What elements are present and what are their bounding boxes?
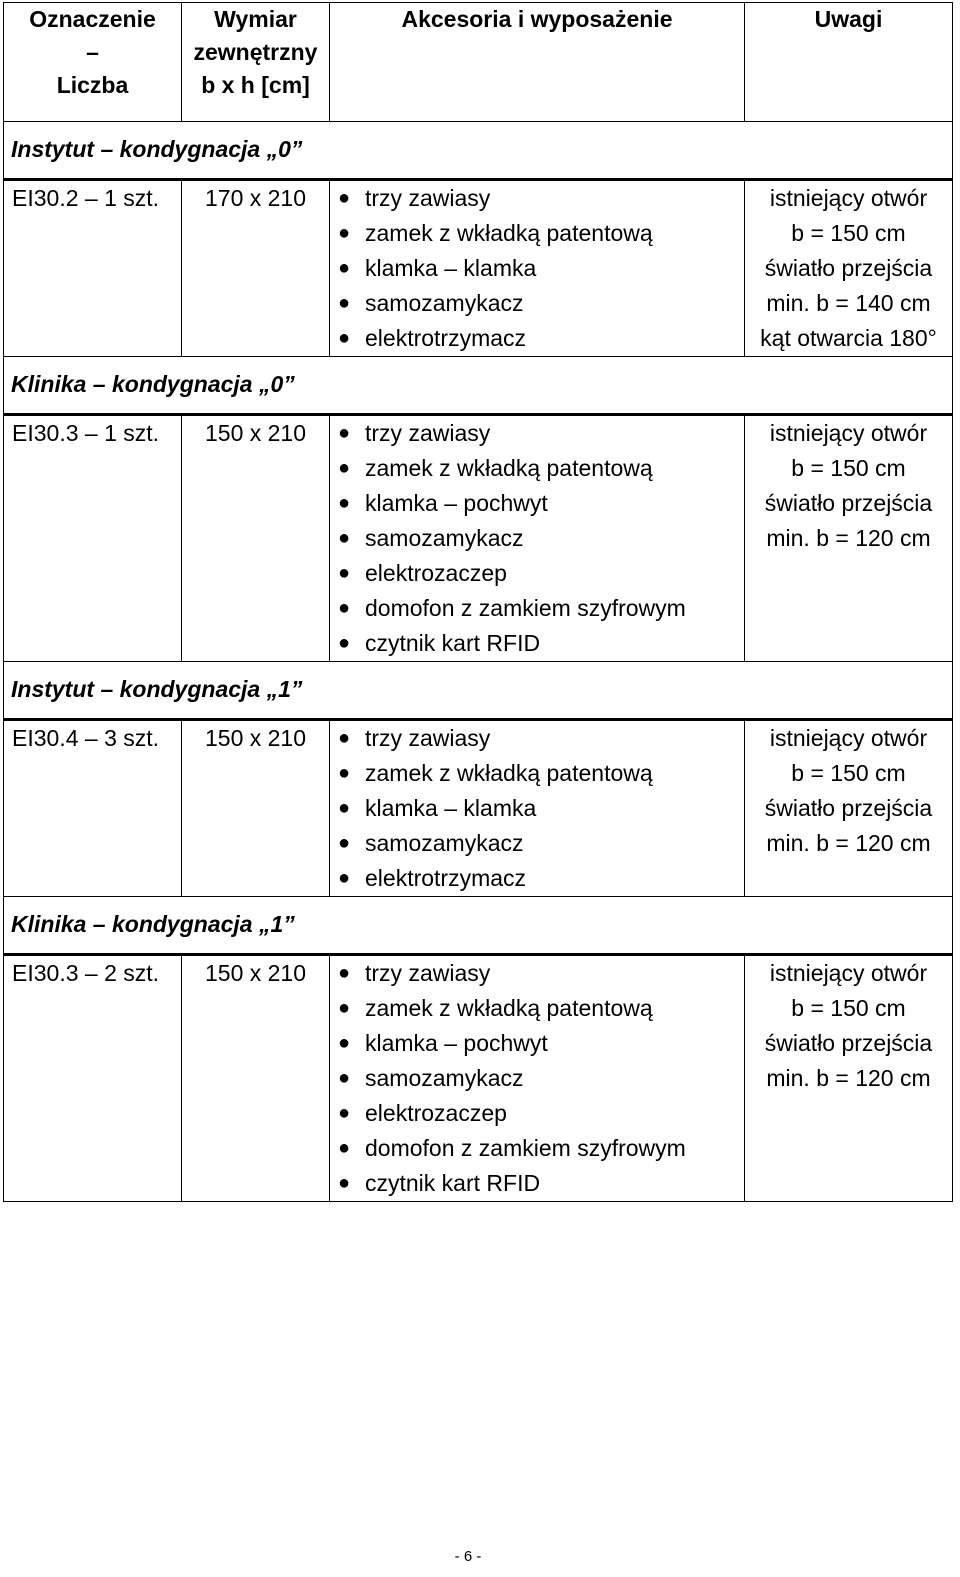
bullet-icon: ● xyxy=(338,492,351,514)
door-code: EI30.3 – 1 szt. xyxy=(4,415,182,662)
note-line: min. b = 120 cm xyxy=(766,830,931,856)
header-text: Liczba xyxy=(56,72,129,98)
list-item xyxy=(338,181,744,216)
note-line: b = 150 cm xyxy=(791,220,906,246)
notes-cell xyxy=(745,955,953,1202)
accessories-cell xyxy=(330,955,745,1202)
list-item xyxy=(338,451,744,486)
accessories-list xyxy=(330,956,744,1201)
note-line: min. b = 120 cm xyxy=(766,1065,931,1091)
bullet-icon: ● xyxy=(338,597,351,619)
header-text: zewnętrzny xyxy=(193,39,318,65)
page-number: - 6 - xyxy=(454,1548,482,1565)
bullet-icon: ● xyxy=(338,762,351,784)
note-line: światło przejścia xyxy=(764,795,933,821)
header-text: – xyxy=(86,39,99,65)
accessories-cell xyxy=(330,415,745,662)
accessory-text: klamka – klamka xyxy=(365,795,537,821)
bullet-icon: ● xyxy=(338,222,351,244)
note-line: min. b = 120 cm xyxy=(766,525,931,551)
accessory-text: trzy zawiasy xyxy=(365,185,491,211)
accessory-text: trzy zawiasy xyxy=(365,960,491,986)
note-line: światło przejścia xyxy=(764,255,933,281)
list-item xyxy=(338,791,744,826)
accessories-list xyxy=(330,721,744,896)
list-item xyxy=(338,1026,744,1061)
list-item xyxy=(338,826,744,861)
accessories-list xyxy=(330,181,744,356)
list-item xyxy=(338,626,744,661)
door-code: EI30.4 – 3 szt. xyxy=(4,720,182,897)
accessory-text: domofon z zamkiem szyfrowym xyxy=(365,595,686,621)
bullet-icon: ● xyxy=(338,632,351,654)
accessory-text: zamek z wkładką patentową xyxy=(365,995,653,1021)
header-accessories: Akcesoria i wyposażenie xyxy=(330,3,745,122)
note-line: istniejący otwór xyxy=(769,185,928,211)
list-item xyxy=(338,1061,744,1096)
table-header xyxy=(4,3,953,122)
table-row xyxy=(4,180,953,357)
section-row xyxy=(4,357,953,415)
list-item xyxy=(338,486,744,521)
header-designation xyxy=(4,3,182,122)
door-dimension: 150 x 210 xyxy=(182,415,330,662)
bullet-icon: ● xyxy=(338,1102,351,1124)
accessory-text: zamek z wkładką patentową xyxy=(365,455,653,481)
list-item xyxy=(338,321,744,356)
note-line: b = 150 cm xyxy=(791,995,906,1021)
header-dimension xyxy=(182,3,330,122)
door-dimension: 150 x 210 xyxy=(182,720,330,897)
list-item xyxy=(338,286,744,321)
accessory-text: klamka – pochwyt xyxy=(365,490,548,516)
door-code: EI30.3 – 2 szt. xyxy=(4,955,182,1202)
bullet-icon: ● xyxy=(338,867,351,889)
list-item xyxy=(338,1096,744,1131)
list-item xyxy=(338,521,744,556)
note-line: istniejący otwór xyxy=(769,420,928,446)
section-title: Instytut – kondygnacja „0” xyxy=(4,122,953,180)
bullet-icon: ● xyxy=(338,1137,351,1159)
note-line: min. b = 140 cm xyxy=(766,290,931,316)
door-dimension: 170 x 210 xyxy=(182,180,330,357)
section-title: Klinika – kondygnacja „0” xyxy=(4,357,953,415)
accessory-text: samozamykacz xyxy=(365,290,524,316)
bullet-icon: ● xyxy=(338,562,351,584)
bullet-icon: ● xyxy=(338,1032,351,1054)
table-row xyxy=(4,415,953,662)
bullet-icon: ● xyxy=(338,962,351,984)
bullet-icon: ● xyxy=(338,1067,351,1089)
accessories-cell xyxy=(330,720,745,897)
section-title: Klinika – kondygnacja „1” xyxy=(4,897,953,955)
header-text: Oznaczenie xyxy=(29,6,156,32)
note-line: b = 150 cm xyxy=(791,455,906,481)
list-item xyxy=(338,721,744,756)
accessory-text: elektrozaczep xyxy=(365,1100,507,1126)
note-line: istniejący otwór xyxy=(769,725,928,751)
accessory-text: zamek z wkładką patentową xyxy=(365,760,653,786)
section-row xyxy=(4,122,953,180)
list-item xyxy=(338,756,744,791)
note-line: światło przejścia xyxy=(764,490,933,516)
bullet-icon: ● xyxy=(338,527,351,549)
accessory-text: czytnik kart RFID xyxy=(365,630,541,656)
accessory-text: samozamykacz xyxy=(365,830,524,856)
list-item xyxy=(338,1166,744,1201)
door-dimension: 150 x 210 xyxy=(182,955,330,1202)
accessory-text: trzy zawiasy xyxy=(365,420,491,446)
accessory-text: klamka – klamka xyxy=(365,255,537,281)
door-specification-table xyxy=(3,2,953,1202)
accessory-text: trzy zawiasy xyxy=(365,725,491,751)
list-item xyxy=(338,1131,744,1166)
bullet-icon: ● xyxy=(338,727,351,749)
bullet-icon: ● xyxy=(338,457,351,479)
bullet-icon: ● xyxy=(338,1172,351,1194)
notes-cell xyxy=(745,415,953,662)
list-item xyxy=(338,216,744,251)
accessory-text: elektrotrzymacz xyxy=(365,865,527,891)
notes-cell xyxy=(745,720,953,897)
section-row xyxy=(4,662,953,720)
bullet-icon: ● xyxy=(338,327,351,349)
list-item xyxy=(338,251,744,286)
table-row xyxy=(4,955,953,1202)
accessory-text: samozamykacz xyxy=(365,1065,524,1091)
list-item xyxy=(338,991,744,1026)
accessory-text: samozamykacz xyxy=(365,525,524,551)
list-item xyxy=(338,861,744,896)
note-line: istniejący otwór xyxy=(769,960,928,986)
bullet-icon: ● xyxy=(338,257,351,279)
door-code: EI30.2 – 1 szt. xyxy=(4,180,182,357)
bullet-icon: ● xyxy=(338,187,351,209)
note-line: światło przejścia xyxy=(764,1030,933,1056)
header-text: Wymiar xyxy=(214,6,297,32)
section-title: Instytut – kondygnacja „1” xyxy=(4,662,953,720)
bullet-icon: ● xyxy=(338,997,351,1019)
list-item xyxy=(338,591,744,626)
accessory-text: zamek z wkładką patentową xyxy=(365,220,653,246)
accessories-list xyxy=(330,416,744,661)
bullet-icon: ● xyxy=(338,292,351,314)
bullet-icon: ● xyxy=(338,832,351,854)
accessory-text: czytnik kart RFID xyxy=(365,1170,541,1196)
header-text: b x h [cm] xyxy=(201,72,310,98)
table-row xyxy=(4,720,953,897)
list-item xyxy=(338,416,744,451)
bullet-icon: ● xyxy=(338,797,351,819)
accessory-text: elektrotrzymacz xyxy=(365,325,527,351)
bullet-icon: ● xyxy=(338,422,351,444)
accessories-cell xyxy=(330,180,745,357)
note-line: b = 150 cm xyxy=(791,760,906,786)
accessory-text: elektrozaczep xyxy=(365,560,507,586)
table-body xyxy=(4,122,953,1202)
section-row xyxy=(4,897,953,955)
accessory-text: klamka – pochwyt xyxy=(365,1030,548,1056)
header-notes: Uwagi xyxy=(745,3,953,122)
list-item xyxy=(338,956,744,991)
note-line: kąt otwarcia 180° xyxy=(760,325,937,351)
list-item xyxy=(338,556,744,591)
accessory-text: domofon z zamkiem szyfrowym xyxy=(365,1135,686,1161)
notes-cell xyxy=(745,180,953,357)
